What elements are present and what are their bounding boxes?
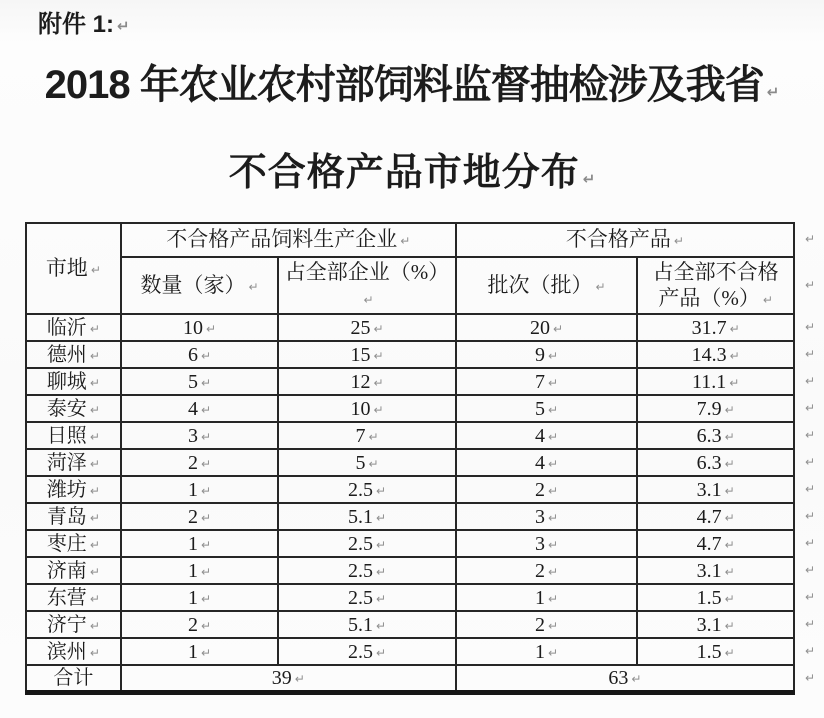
- cell-enterprise-pct: 2.5 ↵: [278, 557, 456, 584]
- cell-enterprise-count: 5 ↵: [121, 368, 279, 395]
- cell-end-mark-icon: ↵: [729, 375, 740, 390]
- cell-city: 菏泽 ↵: [26, 449, 121, 476]
- cell-end-mark-icon: ↵: [89, 456, 100, 471]
- header-batches: 批次（批） ↵: [456, 257, 638, 314]
- cell-product-pct: 3.1 ↵: [637, 476, 794, 503]
- cell-city: 德州 ↵: [26, 341, 121, 368]
- cell-product-pct: 6.3 ↵: [637, 449, 794, 476]
- cell-enterprise-pct: 25 ↵: [278, 314, 456, 341]
- cell-end-mark-icon: ↵: [400, 234, 411, 249]
- cell-end-mark-icon: ↵: [724, 456, 735, 471]
- cell-batches: 7 ↵: [456, 368, 638, 395]
- header-product-pct: 占全部不合格产品（%） ↵: [637, 257, 794, 314]
- cell-end-mark-icon: ↵: [89, 591, 100, 606]
- cell-city: 滨州 ↵: [26, 638, 121, 665]
- cell-batches: 3 ↵: [456, 503, 638, 530]
- row-end-mark-cell: [794, 665, 823, 693]
- cell-product-pct: 14.3 ↵: [637, 341, 794, 368]
- cell-total-enterprises: 39 ↵: [121, 665, 456, 693]
- row-end-mark-icon: ↵: [804, 481, 816, 496]
- cell-end-mark-icon: ↵: [205, 321, 217, 336]
- cell-product-pct: 1.5 ↵: [637, 584, 794, 611]
- cell-city: 东营 ↵: [26, 584, 121, 611]
- cell-end-mark-icon: ↵: [724, 564, 735, 579]
- row-end-mark-cell: [794, 611, 823, 638]
- cell-end-mark-icon: ↵: [200, 591, 212, 606]
- cell-end-mark-icon: ↵: [376, 591, 387, 606]
- cell-end-mark-icon: ↵: [548, 618, 559, 633]
- cell-end-mark-icon: ↵: [724, 645, 735, 660]
- cell-batches: 5 ↵: [456, 395, 638, 422]
- cell-enterprise-pct: 2.5 ↵: [278, 584, 456, 611]
- cell-end-mark-icon: ↵: [724, 483, 735, 498]
- cell-end-mark-icon: ↵: [548, 456, 559, 471]
- row-end-mark-icon: ↵: [804, 535, 816, 550]
- cell-enterprise-count: 1 ↵: [121, 476, 279, 503]
- cell-end-mark-icon: ↵: [200, 510, 212, 525]
- cell-city: 潍坊 ↵: [26, 476, 121, 503]
- paragraph-mark-icon: ↵: [117, 17, 130, 35]
- table-header-row-columns: [26, 257, 823, 314]
- cell-end-mark-icon: ↵: [724, 537, 735, 552]
- table-row: [26, 584, 823, 611]
- row-end-mark-icon: ↵: [804, 454, 816, 469]
- row-end-mark-icon: ↵: [804, 562, 816, 577]
- header-group-enterprises: 不合格产品饲料生产企业 ↵: [121, 223, 456, 257]
- cell-end-mark-icon: ↵: [376, 564, 387, 579]
- row-end-mark-icon: ↵: [804, 670, 816, 685]
- cell-enterprise-pct: 2.5 ↵: [278, 530, 456, 557]
- cell-end-mark-icon: ↵: [89, 402, 100, 417]
- header-group-products: 不合格产品 ↵: [456, 223, 794, 257]
- cell-end-mark-icon: ↵: [89, 537, 100, 552]
- cell-product-pct: 6.3 ↵: [637, 422, 794, 449]
- cell-end-mark-icon: ↵: [200, 375, 212, 390]
- table-row: [26, 476, 823, 503]
- cell-end-mark-icon: ↵: [200, 429, 212, 444]
- cell-end-mark-icon: ↵: [724, 402, 735, 417]
- row-end-mark-cell: [794, 584, 823, 611]
- cell-product-pct: 3.1 ↵: [637, 557, 794, 584]
- row-end-mark-cell: [794, 257, 823, 314]
- cell-enterprise-pct: 2.5 ↵: [278, 638, 456, 665]
- row-end-mark-cell: [794, 476, 823, 503]
- cell-enterprise-count: 1 ↵: [121, 530, 279, 557]
- cell-end-mark-icon: ↵: [548, 402, 559, 417]
- table-row: [26, 638, 823, 665]
- cell-end-mark-icon: ↵: [724, 591, 735, 606]
- row-end-mark-cell: [794, 395, 823, 422]
- cell-batches: 20 ↵: [456, 314, 638, 341]
- cell-end-mark-icon: ↵: [548, 510, 559, 525]
- cell-product-pct: 3.1 ↵: [637, 611, 794, 638]
- cell-end-mark-icon: ↵: [363, 292, 374, 307]
- cell-end-mark-icon: ↵: [673, 234, 684, 249]
- cell-end-mark-icon: ↵: [548, 348, 559, 363]
- cell-end-mark-icon: ↵: [724, 510, 735, 525]
- cell-batches: 2 ↵: [456, 476, 638, 503]
- cell-end-mark-icon: ↵: [89, 348, 100, 363]
- paragraph-mark-icon: ↵: [766, 83, 780, 101]
- cell-end-mark-icon: ↵: [90, 262, 101, 277]
- cell-city: 临沂 ↵: [26, 314, 121, 341]
- cell-end-mark-icon: ↵: [376, 483, 387, 498]
- cell-enterprise-pct: 5.1 ↵: [278, 611, 456, 638]
- cell-product-pct: 7.9 ↵: [637, 395, 794, 422]
- row-end-mark-icon: ↵: [804, 319, 816, 334]
- cell-end-mark-icon: ↵: [89, 564, 100, 579]
- cell-end-mark-icon: ↵: [89, 321, 100, 336]
- row-end-mark-cell: [794, 449, 823, 476]
- table-row: [26, 557, 823, 584]
- cell-end-mark-icon: ↵: [200, 402, 212, 417]
- cell-enterprise-count: 10 ↵: [121, 314, 279, 341]
- table-row: [26, 314, 823, 341]
- cell-product-pct: 4.7 ↵: [637, 530, 794, 557]
- row-end-mark-icon: ↵: [804, 232, 816, 246]
- cell-enterprise-pct: 2.5 ↵: [278, 476, 456, 503]
- row-end-mark-icon: ↵: [804, 400, 816, 415]
- cell-end-mark-icon: ↵: [200, 564, 212, 579]
- cell-end-mark-icon: ↵: [200, 645, 212, 660]
- cell-product-pct: 4.7 ↵: [637, 503, 794, 530]
- cell-end-mark-icon: ↵: [89, 483, 100, 498]
- cell-city: 青岛 ↵: [26, 503, 121, 530]
- cell-enterprise-count: 2 ↵: [121, 611, 279, 638]
- cell-end-mark-icon: ↵: [89, 510, 100, 525]
- cell-end-mark-icon: ↵: [762, 292, 773, 307]
- row-end-mark-cell: [794, 638, 823, 665]
- cell-end-mark-icon: ↵: [729, 321, 740, 336]
- cell-enterprise-count: 3 ↵: [121, 422, 279, 449]
- cell-total-products: 63 ↵: [456, 665, 794, 693]
- cell-end-mark-icon: ↵: [200, 348, 212, 363]
- cell-end-mark-icon: ↵: [548, 645, 559, 660]
- cell-end-mark-icon: ↵: [548, 483, 559, 498]
- table-total-row: [26, 665, 823, 693]
- cell-end-mark-icon: ↵: [89, 375, 100, 390]
- document-title-line2: [0, 152, 824, 200]
- cell-enterprise-count: 2 ↵: [121, 503, 279, 530]
- table-row: [26, 395, 823, 422]
- cell-enterprise-count: 1 ↵: [121, 638, 279, 665]
- row-end-mark-icon: ↵: [804, 616, 816, 631]
- table-header-row-groups: [26, 223, 823, 257]
- cell-batches: 2 ↵: [456, 557, 638, 584]
- cell-enterprise-pct: 5 ↵: [278, 449, 456, 476]
- cell-end-mark-icon: ↵: [248, 279, 259, 294]
- cell-enterprise-count: 6 ↵: [121, 341, 279, 368]
- cell-batches: 1 ↵: [456, 584, 638, 611]
- cell-product-pct: 1.5 ↵: [637, 638, 794, 665]
- cell-end-mark-icon: ↵: [89, 645, 100, 660]
- row-end-mark-cell: [794, 314, 823, 341]
- cell-enterprise-count: 4 ↵: [121, 395, 279, 422]
- cell-city: 日照 ↵: [26, 422, 121, 449]
- cell-end-mark-icon: ↵: [376, 510, 387, 525]
- cell-end-mark-icon: ↵: [553, 321, 564, 336]
- row-end-mark-cell: [794, 368, 823, 395]
- cell-end-mark-icon: ↵: [631, 672, 642, 686]
- cell-end-mark-icon: ↵: [368, 456, 379, 471]
- cell-enterprise-pct: 5.1 ↵: [278, 503, 456, 530]
- cell-total-label: 合计: [26, 665, 121, 693]
- row-end-mark-icon: ↵: [804, 589, 816, 604]
- header-enterprise-count: 数量（家） ↵: [121, 257, 279, 314]
- cell-end-mark-icon: ↵: [548, 537, 559, 552]
- cell-end-mark-icon: ↵: [595, 279, 606, 294]
- cell-city: 泰安 ↵: [26, 395, 121, 422]
- cell-end-mark-icon: ↵: [89, 429, 100, 444]
- table-row: [26, 449, 823, 476]
- cell-end-mark-icon: ↵: [548, 375, 559, 390]
- cell-end-mark-icon: ↵: [89, 618, 100, 633]
- cell-end-mark-icon: ↵: [200, 537, 212, 552]
- cell-end-mark-icon: ↵: [376, 537, 387, 552]
- table-row: [26, 368, 823, 395]
- title-line2-text: 不合格产品市地分布: [228, 152, 580, 194]
- cell-enterprise-pct: 7 ↵: [278, 422, 456, 449]
- cell-end-mark-icon: ↵: [373, 402, 384, 417]
- cell-end-mark-icon: ↵: [200, 456, 212, 471]
- table-row: [26, 503, 823, 530]
- cell-end-mark-icon: ↵: [373, 321, 384, 336]
- cell-batches: 9 ↵: [456, 341, 638, 368]
- header-city: 市地 ↵: [26, 223, 121, 314]
- cell-end-mark-icon: ↵: [548, 591, 559, 606]
- cell-product-pct: 11.1 ↵: [637, 368, 794, 395]
- row-end-mark-cell: [794, 341, 823, 368]
- row-end-mark-icon: ↵: [804, 373, 816, 388]
- cell-end-mark-icon: ↵: [376, 645, 387, 660]
- cell-enterprise-pct: 10 ↵: [278, 395, 456, 422]
- row-end-mark-icon: ↵: [804, 643, 816, 658]
- cell-end-mark-icon: ↵: [548, 564, 559, 579]
- paragraph-mark-icon: ↵: [582, 170, 596, 188]
- cell-end-mark-icon: ↵: [724, 618, 735, 633]
- cell-batches: 1 ↵: [456, 638, 638, 665]
- row-end-mark-cell: [794, 530, 823, 557]
- table-row: [26, 611, 823, 638]
- document-title-line1: [6, 61, 818, 116]
- cell-batches: 2 ↵: [456, 611, 638, 638]
- attachment-label-text: 附件 1:: [38, 11, 115, 38]
- cell-end-mark-icon: ↵: [200, 483, 212, 498]
- row-end-mark-icon: ↵: [804, 277, 816, 292]
- cell-product-pct: 31.7 ↵: [637, 314, 794, 341]
- cell-end-mark-icon: ↵: [373, 375, 384, 390]
- table-row: [26, 530, 823, 557]
- title-line1-text: 2018 年农业农村部饲料监督抽检涉及我省: [44, 63, 764, 107]
- cell-end-mark-icon: ↵: [724, 429, 735, 444]
- cell-city: 聊城 ↵: [26, 368, 121, 395]
- cell-city: 枣庄 ↵: [26, 530, 121, 557]
- cell-end-mark-icon: ↵: [368, 429, 379, 444]
- row-end-mark-icon: ↵: [804, 508, 816, 523]
- header-enterprise-pct: 占全部企业（%）↵: [278, 257, 456, 314]
- row-end-mark-cell: [794, 557, 823, 584]
- table-row: [26, 422, 823, 449]
- distribution-table: [25, 222, 824, 695]
- cell-city: 济南 ↵: [26, 557, 121, 584]
- cell-batches: 4 ↵: [456, 449, 638, 476]
- row-end-mark-icon: ↵: [804, 346, 816, 361]
- cell-enterprise-count: 2 ↵: [121, 449, 279, 476]
- cell-enterprise-pct: 15 ↵: [278, 341, 456, 368]
- cell-enterprise-pct: 12 ↵: [278, 368, 456, 395]
- attachment-label: [0, 0, 824, 41]
- cell-enterprise-count: 1 ↵: [121, 584, 279, 611]
- row-end-mark-cell: [794, 223, 823, 257]
- cell-end-mark-icon: ↵: [376, 618, 387, 633]
- cell-end-mark-icon: ↵: [200, 618, 212, 633]
- cell-batches: 3 ↵: [456, 530, 638, 557]
- cell-enterprise-count: 1 ↵: [121, 557, 279, 584]
- cell-end-mark-icon: ↵: [548, 429, 559, 444]
- row-end-mark-icon: ↵: [804, 427, 816, 442]
- cell-end-mark-icon: ↵: [373, 348, 384, 363]
- cell-end-mark-icon: ↵: [729, 348, 740, 363]
- cell-city: 济宁 ↵: [26, 611, 121, 638]
- row-end-mark-cell: [794, 503, 823, 530]
- row-end-mark-cell: [794, 422, 823, 449]
- cell-batches: 4 ↵: [456, 422, 638, 449]
- cell-end-mark-icon: ↵: [294, 672, 305, 686]
- table-row: [26, 341, 823, 368]
